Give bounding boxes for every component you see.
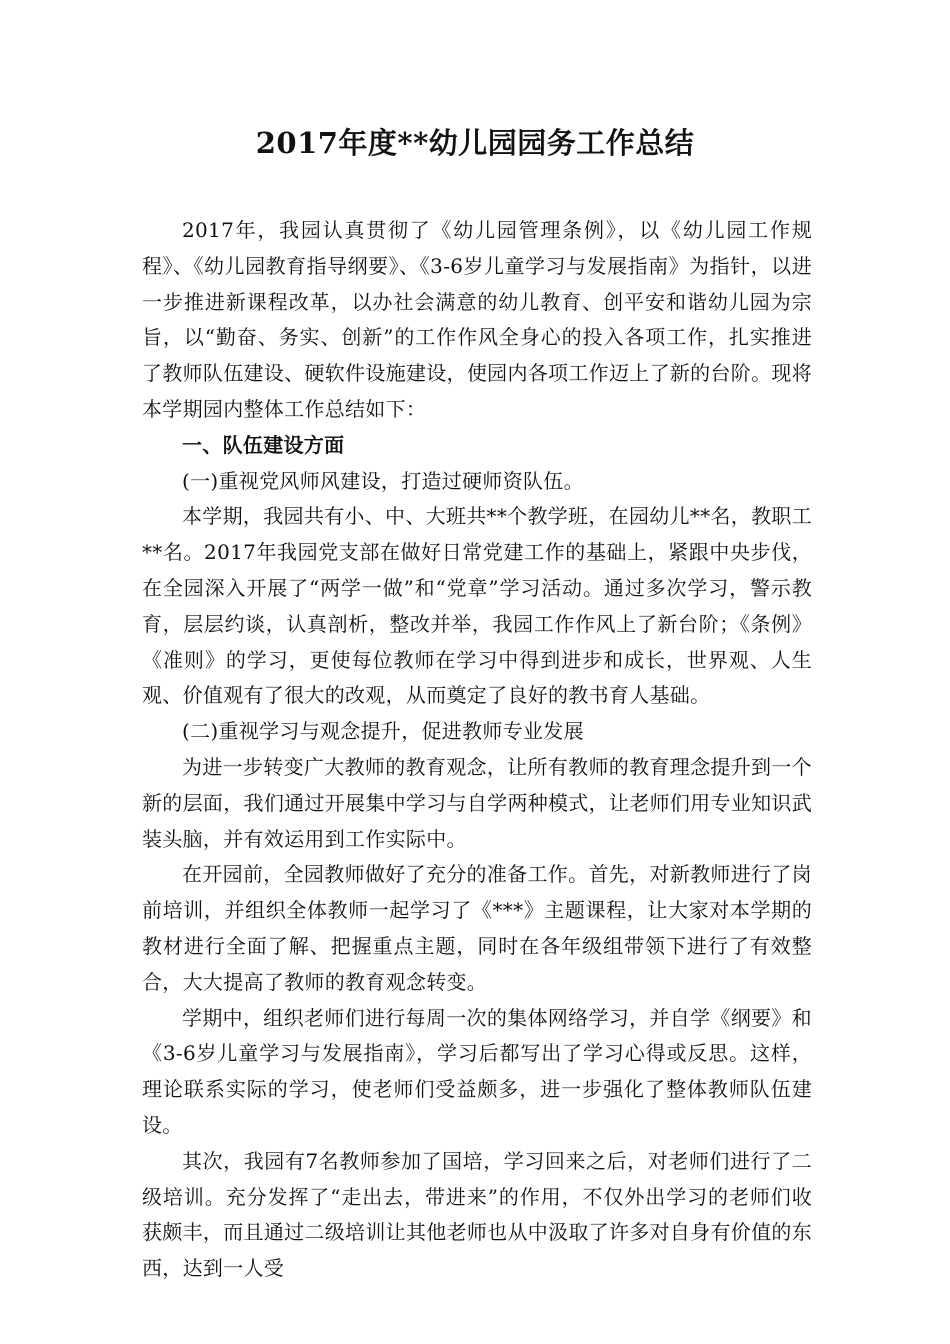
subheading-party-style: (一)重视党风师风建设，打造过硬师资队伍。 xyxy=(182,468,584,493)
subheading-learning: (二)重视学习与观念提升，促进教师专业发展 xyxy=(182,719,584,744)
document-body xyxy=(142,213,812,1287)
section-heading-team: 一、队伍建设方面 xyxy=(182,432,345,457)
paragraph-party-building: 本学期，我园共有小、中、大班共**个教学班，在园幼儿**名，教职工**名。2017年我园党支部在做好日常党建工作的基础上，紧跟中央步伐，在全园深入开展了“两学一做”和“党章”学习活动。通过多次学习，警示教育，层层约谈，认真剖析，整改并举，我园工作作风上了新台阶；《条例》《准则》的学习，更使每位教师在学习中得到进步和成长，世界观、人生观、价值观有了很大的改观，从而奠定了良好的教书育人基础。 xyxy=(142,504,812,708)
document-title: 2017年度**幼儿园园务工作总结 xyxy=(255,126,695,160)
paragraph-national-training: 其次，我园有7名教师参加了国培，学习回来之后，对老师们进行了二级培训。充分发挥了“走出去，带进来”的作用，不仅外出学习的老师们收获颇丰，而且通过二级培训让其他老师也从中汲取了许多对自身有价值的东西，达到一人受 xyxy=(142,1148,812,1281)
paragraph-pre-semester: 在开园前，全园教师做好了充分的准备工作。首先，对新教师进行了岗前培训，并组织全体教师一起学习了《***》主题课程，让大家对本学期的教材进行全面了解、把握重点主题，同时在各年级组带领下进行了有效整合，大大提高了教师的教育观念转变。 xyxy=(142,862,812,994)
paragraph-mid-semester: 学期中，组织老师们进行每周一次的集体网络学习，并自学《纲要》和《3-6岁儿童学习与发展指南》，学习后都写出了学习心得或反思。这样，理论联系实际的学习，使老师们受益颇多，进一步强化了整体教师队伍建设。 xyxy=(142,1005,812,1137)
paragraph-learning-modes: 为进一步转变广大教师的教育观念，让所有教师的教育理念提升到一个新的层面，我们通过开展集中学习与自学两种模式，让老师们用专业知识武装头脑，并有效运用到工作实际中。 xyxy=(142,754,812,851)
paragraph-intro: 2017年，我园认真贯彻了《幼儿园管理条例》，以《幼儿园工作规程》、《幼儿园教育指导纲要》、《3-6岁儿童学习与发展指南》为指针，以进一步推进新课程改革，以办社会满意的幼儿教育、创平安和谐幼儿园为宗旨，以“勤奋、务实、创新”的工作作风全身心的投入各项工作，扎实推进了教师队伍建设、硬软件设施建设，使园内各项工作迈上了新的台阶。现将本学期园内整体工作总结如下： xyxy=(142,218,812,421)
